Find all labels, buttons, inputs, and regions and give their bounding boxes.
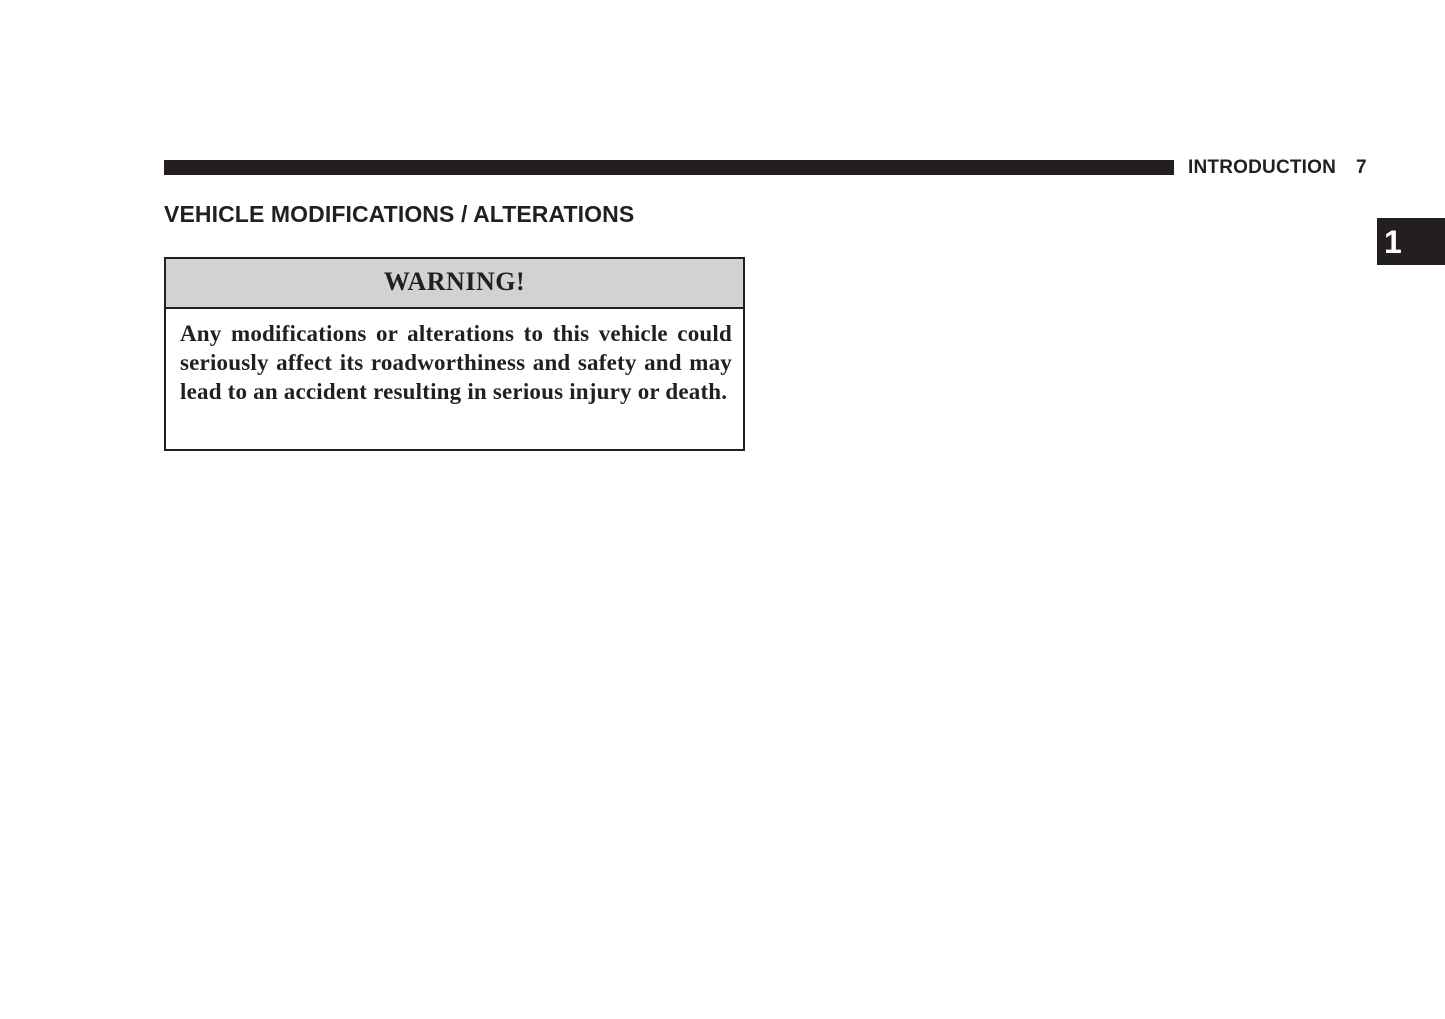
header-rule	[164, 160, 1174, 175]
warning-box	[164, 257, 745, 451]
warning-title-bar	[166, 259, 743, 309]
section-heading: VEHICLE MODIFICATIONS / ALTERATIONS	[164, 201, 635, 227]
chapter-tab	[1377, 218, 1445, 265]
chapter-tab-label: 1	[1384, 224, 1402, 260]
page-number: 7	[1356, 157, 1367, 178]
warning-title: WARNING!	[383, 267, 526, 296]
warning-text: Any modifications or alterations to this vehicle could seriously affect its roadworthiness and safety and may lead to an accident resulting in serious injury or death.	[180, 321, 732, 404]
running-header-section: INTRODUCTION	[1188, 157, 1337, 178]
